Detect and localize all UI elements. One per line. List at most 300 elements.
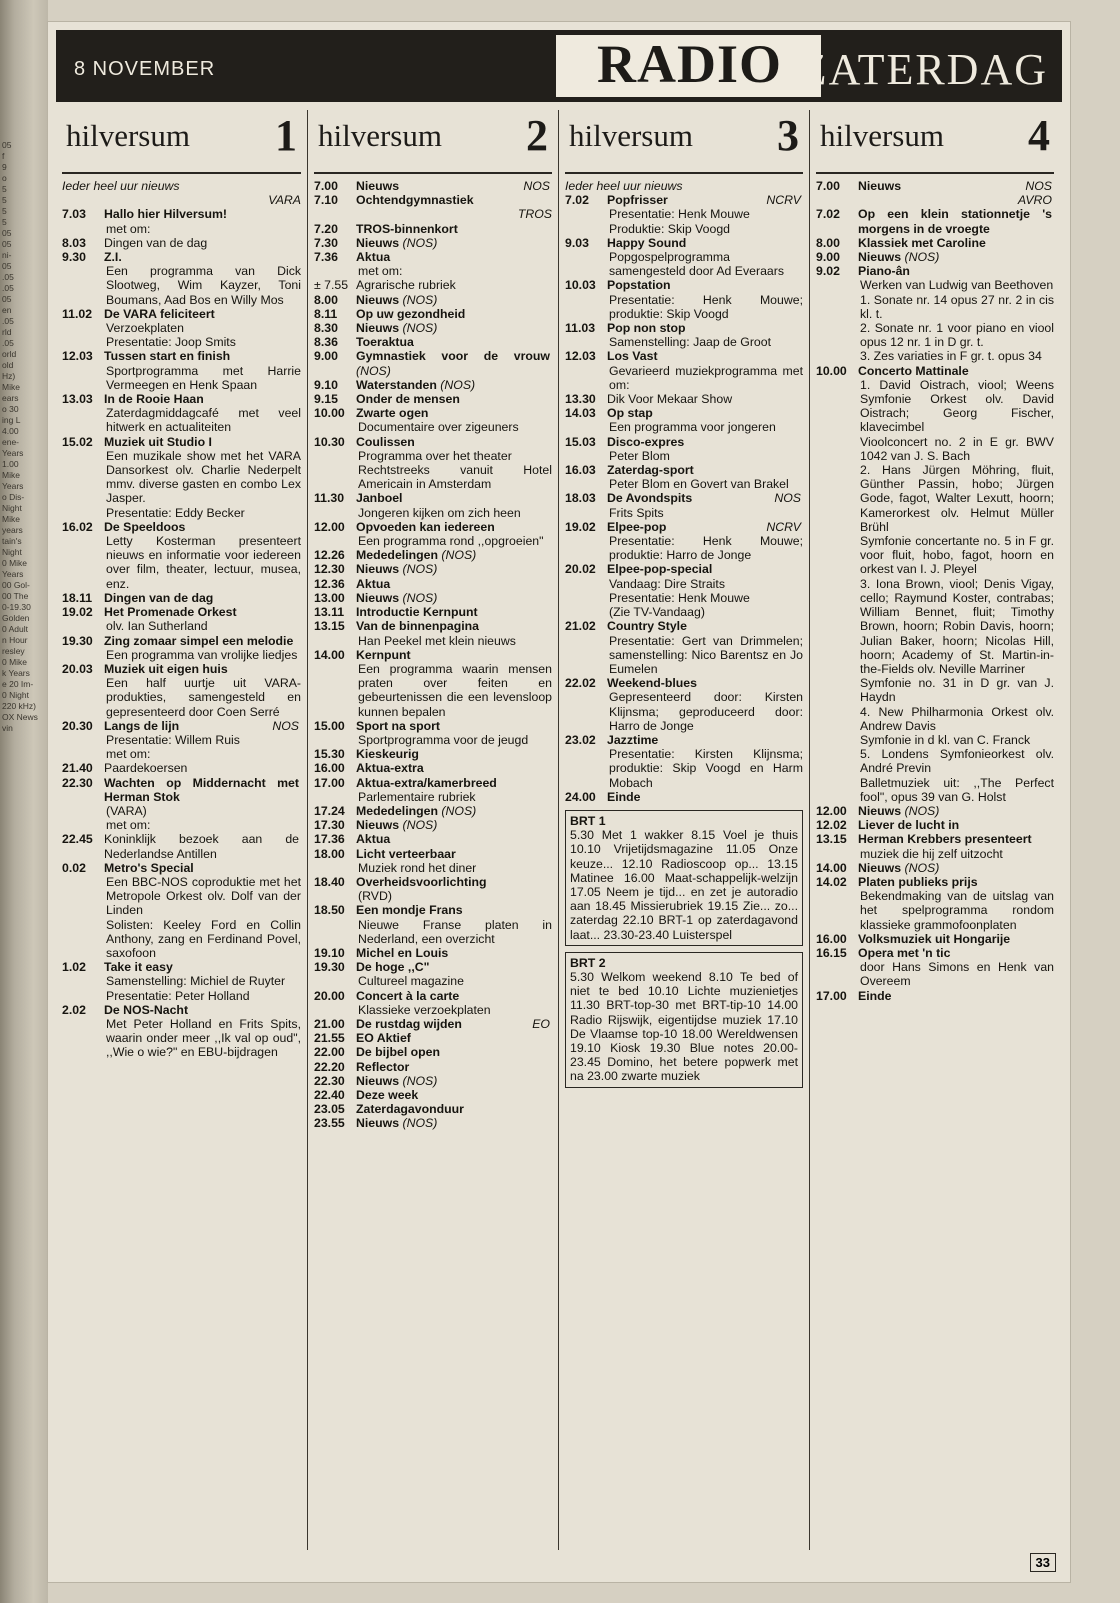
program-entry[interactable] [62,719,301,762]
program-entry[interactable] [314,349,552,377]
program-time: 19.30 [314,960,345,975]
program-name: Sport na sport [356,718,441,733]
program-entry[interactable] [565,491,803,519]
program-time: 20.30 [62,718,93,733]
program-time: 21.55 [314,1031,345,1046]
program-entry[interactable] [62,776,301,833]
program-title [858,193,1052,207]
program-entry[interactable] [314,321,552,335]
program-entry[interactable] [62,832,301,860]
program-title [356,548,550,562]
program-entry[interactable] [816,832,1054,860]
edge-column-text [0,140,44,1540]
program-entry[interactable] [816,236,1054,250]
program-time: 1.02 [62,960,86,975]
program-entry[interactable] [816,946,1054,989]
program-description: Documentaire over zigeuners [358,420,519,435]
program-title [858,236,1052,250]
program-entry[interactable] [816,818,1054,832]
brt-heading: BRT 2 [570,955,606,970]
program-source: (NOS) [399,562,438,577]
program-entry[interactable] [62,1003,301,1060]
program-time: 18.00 [314,846,345,861]
program-entry[interactable] [314,818,552,832]
program-entry[interactable] [565,278,803,321]
program-entry[interactable] [314,619,552,647]
program-title [356,804,550,818]
program-title [356,321,550,335]
program-title [356,818,550,832]
program-entry[interactable] [314,406,552,434]
program-name: Licht verteerbaar [356,846,456,861]
edge-text-line: k Years [2,668,30,678]
edge-text-line: o Dis- [2,492,25,502]
program-title [607,406,801,420]
edge-text-line: 05 [2,294,12,304]
program-title [858,946,1052,960]
program-time: 9.15 [314,392,338,407]
program-entry[interactable] [62,634,301,662]
program-time: 17.36 [314,832,345,847]
program-time: 17.24 [314,803,345,818]
program-entry[interactable] [314,491,552,519]
program-time: 15.03 [565,434,596,449]
program-description: Gepresenteerd door: Kirsten Klijnsma; geproduceerd door: Harro de Jonge [609,690,803,733]
program-description: met om: [106,221,151,236]
program-entry[interactable] [62,761,301,775]
program-entry[interactable] [62,662,301,719]
edge-text-line: 1.00 [2,459,19,469]
program-list [314,179,552,1131]
program-entry[interactable] [314,776,552,804]
program-entry[interactable] [314,1031,552,1045]
program-entry[interactable] [565,520,803,563]
program-title [858,861,1052,875]
program-description: olv. Ian Sutherland [106,619,208,634]
program-name: Onder de mensen [356,392,460,407]
program-title [104,591,299,605]
program-name: Dingen van de dag [104,590,214,605]
program-entry[interactable] [314,1102,552,1116]
program-title [607,435,801,449]
program-title [356,761,550,775]
program-name: Nieuws [356,179,400,193]
program-time: 23.55 [314,1116,345,1131]
program-description: Peter Blom [609,448,670,463]
program-time: 0.02 [62,860,86,875]
program-entry[interactable] [314,1060,552,1074]
program-entry[interactable] [314,335,552,349]
program-entry[interactable] [565,733,803,790]
program-name: Opera met 'n tic [858,945,951,960]
program-name: Dik Voor Mekaar Show [607,392,733,407]
program-name: Weekend-blues [607,676,697,691]
program-source: (NOS) [901,250,940,265]
program-time: 22.45 [62,832,93,847]
edge-text-line: 0 Night [2,690,29,700]
program-description: Letty Kosterman presenteert nieuws en informatie voor iedereen over film, theater, lectuur, musea, enz. [106,534,301,591]
program-name: Michel en Louis [356,945,449,960]
program-title [356,832,550,846]
program-title [356,619,550,633]
program-title [858,932,1052,946]
program-time: 15.30 [314,747,345,762]
program-name: Pop non stop [607,321,686,336]
program-name: Langs de lijn [104,718,180,733]
program-description: Gevarieerd muziekprogramma met om: [609,363,803,392]
program-title [104,307,299,321]
program-entry[interactable] [314,193,552,221]
program-time: 7.03 [62,207,86,222]
program-entry[interactable] [565,790,803,804]
program-time: 17.00 [314,775,345,790]
program-time: 15.02 [62,434,93,449]
program-description: Klassieke verzoekplaten [358,1002,491,1017]
program-name: Concerto Mattinale [858,363,969,378]
program-name: Country Style [607,619,687,634]
program-entry[interactable] [314,804,552,818]
program-entry[interactable] [314,392,552,406]
program-time: 8.03 [62,235,86,250]
program-name: Platen publieks prijs [858,874,978,889]
program-entry[interactable] [816,932,1054,946]
edge-text-line: 0 Mike [2,558,28,568]
program-description: Presentatie: Willem Ruis [106,732,240,747]
program-name: Elpee-pop [607,519,667,534]
edge-text-line: resley [2,646,25,656]
program-entry[interactable] [314,222,552,236]
program-title [104,861,299,875]
program-title [607,520,801,534]
program-time: 17.30 [314,818,345,833]
station-name: hilversum [569,118,693,153]
program-description: Peter Blom en Govert van Brakel [609,477,789,492]
program-name: Nieuws [356,235,400,250]
program-description: 3. Iona Brown, viool; Denis Vigay, cello; Raymund Koster, contrabas; William Bennet, fluit; Timothy Brown, hoorn; Robin Davis, hoorn; Julian Baker, hoorn; Nicolas Hill, hoorn; Academy of St. Martin-in-the-Fields olv. Neville Marriner [860,576,1054,676]
program-entry[interactable] [816,207,1054,235]
program-entry[interactable] [314,548,552,562]
program-title [607,278,801,292]
program-name: De bijbel open [356,1045,441,1060]
page-number: 33 [1030,1553,1056,1572]
station-number: 3 [777,111,799,160]
program-entry[interactable] [314,747,552,761]
program-name: Op uw gezondheid [356,306,466,321]
program-description: Een programma van Dick Slootweg, Wim Kayzer, Toni Boumans, Aad Bos en Willy Mos [106,264,301,307]
program-name: EO Aktief [356,1031,411,1046]
program-entry[interactable] [314,832,552,846]
program-time: 21.02 [565,619,596,634]
station-number: 2 [526,111,548,160]
program-entry[interactable] [62,435,301,520]
program-entry[interactable] [565,619,803,676]
program-title [356,392,550,406]
program-entry[interactable] [816,989,1054,1003]
program-entry[interactable] [62,349,301,392]
program-name: Piano-ân [858,264,910,279]
program-entry[interactable] [314,577,552,591]
program-name: Deze week [356,1088,419,1102]
program-entry[interactable] [62,605,301,633]
program-entry[interactable] [62,960,301,1003]
program-entry[interactable] [314,378,552,392]
program-title [356,605,550,619]
program-entry[interactable] [314,307,552,321]
program-list [62,179,301,1060]
program-entry[interactable] [314,1074,552,1088]
program-entry[interactable] [314,278,552,292]
program-name: Einde [858,988,892,1003]
program-title [858,804,1052,818]
program-time: 19.30 [62,633,93,648]
program-entry[interactable] [816,364,1054,804]
program-entry[interactable] [62,207,301,235]
program-name: Van de binnenpagina [356,619,479,634]
program-entry[interactable] [62,392,301,435]
program-name: De Avondspits [607,491,693,506]
program-time: 22.30 [314,1073,345,1088]
program-name: Concert à la carte [356,988,460,1003]
program-description: Presentatie: Peter Holland [106,988,250,1003]
program-entry[interactable] [62,236,301,250]
program-time: 21.40 [62,761,93,776]
edge-text-line: ing L [2,415,21,425]
program-name: Liever de lucht in [858,818,960,833]
program-description: Een programma rond ,,opgroeien" [358,534,544,549]
program-description: Vandaag: Dire Straits [609,576,725,591]
program-entry[interactable] [565,562,803,619]
program-title [607,491,801,505]
program-entry[interactable] [314,960,552,988]
program-entry[interactable] [62,307,301,350]
program-entry[interactable] [62,520,301,591]
program-name: Zing zomaar simpel een melodie [104,633,294,648]
program-entry[interactable] [314,605,552,619]
program-title [356,520,550,534]
program-entry[interactable] [314,875,552,903]
program-title [607,733,801,747]
program-description: Parlementaire rubriek [358,789,476,804]
program-time: 22.00 [314,1045,345,1060]
program-title [858,207,1052,235]
program-description: Sportprogramma met Harrie Vermeegen en Henk Spaan [106,363,301,392]
network-label: TROS [517,207,552,222]
station-number: 4 [1028,111,1050,160]
program-description: Rechtstreeks vanuit Hotel Americain in Amsterdam [358,463,552,492]
program-entry[interactable] [816,875,1054,932]
edge-text-line: 05 [2,228,12,238]
program-title [356,349,550,377]
program-time: 22.02 [565,676,596,691]
edge-text-line: Mike [2,382,20,392]
program-time: 11.30 [314,491,345,506]
program-entry[interactable] [565,236,803,279]
program-name: Reflector [356,1059,410,1074]
program-name: Aktua [356,250,391,265]
program-entry[interactable] [314,293,552,307]
program-entry[interactable] [565,392,803,406]
program-title [356,193,550,207]
program-name: Koninklijk bezoek aan de Nederlandse Antillen [104,832,299,861]
program-time: 17.00 [816,988,847,1003]
program-description: Een programma voor jongeren [609,420,776,435]
program-title [104,392,299,406]
program-description: Een half uurtje uit VARA-produkties, samengesteld en gepresenteerd door Coen Serré [106,676,301,719]
program-entry[interactable] [816,250,1054,264]
program-title [104,634,299,648]
program-list [816,179,1054,1003]
program-name: TROS-binnenkort [356,221,458,236]
program-entry[interactable] [314,648,552,719]
program-description: Een programma waarin mensen praten over feiten en gebeurtenissen die een levensloop kunnen bepalen [358,661,552,719]
program-entry[interactable] [314,847,552,875]
program-entry[interactable] [565,349,803,392]
program-description: (VARA) [106,803,147,818]
program-name: Los Vast [607,349,658,364]
program-time: 19.10 [314,945,345,960]
program-time: 13.30 [565,392,596,407]
program-title [104,236,299,250]
program-name: Wachten op Middernacht met Herman Stok [104,775,299,804]
program-entry[interactable] [565,435,803,463]
program-entry[interactable] [314,989,552,1017]
program-time: 8.30 [314,321,338,336]
program-entry[interactable] [62,250,301,307]
header-date: 8 NOVEMBER [74,58,216,80]
program-entry[interactable] [314,946,552,960]
program-title [104,605,299,619]
program-name: Toeraktua [356,335,414,350]
program-name: Mededelingen [356,803,438,818]
program-description: 1. Sonate nr. 14 opus 27 nr. 2 in cis kl. t. [860,292,1054,321]
program-name: Tussen start en finish [104,349,231,364]
program-entry[interactable] [565,676,803,733]
program-description: Presentatie: Gert van Drimmelen; samenstelling: Nico Barentsz en Jo Eumelen [609,633,803,676]
program-entry[interactable] [62,591,301,605]
program-entry[interactable] [816,264,1054,363]
program-description: 1. David Oistrach, viool; Weens Symfonie Orkest olv. David Oistrach; Georg Fischer, klavecimbel [860,377,1054,435]
edge-text-line: f [2,151,5,161]
program-description: 2. Sonate nr. 1 voor piano en viool opus 12 nr. 1 in D gr. t. [860,321,1054,350]
program-description: Balletmuziek uit: ,,The Perfect fool", opus 39 van G. Holst [860,775,1054,804]
program-name: Nieuws [356,818,400,833]
program-entry[interactable] [314,250,552,278]
edge-text-line: 00 The [2,591,29,601]
program-description: Muziek rond het diner [358,860,477,875]
station-name: hilversum [318,118,442,153]
program-entry[interactable] [816,861,1054,875]
program-name: Happy Sound [607,235,687,250]
program-time: 18.40 [314,874,345,889]
program-entry[interactable] [314,1116,552,1130]
program-entry[interactable] [62,861,301,960]
program-entry[interactable] [565,463,803,491]
edge-text-line: ene- [2,437,20,447]
station-column-3 [558,110,809,1550]
program-entry[interactable] [314,1017,552,1031]
program-time: 19.02 [62,605,93,620]
program-entry[interactable] [314,179,552,193]
program-name: Aktua [356,832,391,847]
edge-text-line: .05 [2,283,14,293]
program-name: Het Promenade Orkest [104,605,237,620]
program-source: (NOS) [399,321,438,336]
program-name: In de Rooie Haan [104,392,204,407]
program-entry[interactable] [314,591,552,605]
program-name: De NOS-Nacht [104,1002,189,1017]
program-entry[interactable] [816,804,1054,818]
program-entry[interactable] [565,406,803,434]
program-description: Presentatie: Henk Mouwe [609,590,750,605]
program-time: 7.10 [314,193,338,208]
program-entry[interactable] [314,761,552,775]
program-name: Introductie Kernpunt [356,605,478,620]
program-time: 16.15 [816,945,847,960]
program-time: 13.15 [816,832,847,847]
station-header [816,110,1054,174]
program-title [356,719,550,733]
program-name: De Speeldoos [104,519,186,534]
program-name: Take it easy [104,960,173,975]
program-entry[interactable] [565,321,803,349]
program-description: 2. Hans Jürgen Möhring, fluit, Günther Passin, hobo; Jürgen Gode, fagot, Walter Lexutt, hoorn; Kamerorkest olv. Helmut Müller Brühl [860,463,1054,534]
program-entry[interactable] [314,236,552,250]
program-entry[interactable] [565,193,803,236]
program-time: 10.00 [816,363,847,378]
program-description: 5. Londens Symfonieorkest olv. André Previn [860,747,1054,776]
program-name: Agrarische rubriek [356,278,456,293]
edge-text-line: Years [2,569,24,579]
edge-text-line: rld [2,327,12,337]
program-entry[interactable] [314,719,552,747]
edge-text-line: vin [2,723,13,733]
edge-text-line: OX News [2,712,38,722]
program-description: Han Peekel met klein nieuws [358,633,516,648]
program-name: Zaterdag-sport [607,463,694,478]
program-entry[interactable] [314,903,552,946]
program-name: Hallo hier Hilversum! [104,207,228,222]
program-title [356,946,550,960]
program-title [104,435,299,449]
station-header [62,110,301,174]
station-column-1 [56,110,307,1550]
program-time: 7.00 [816,179,840,193]
program-entry[interactable] [314,520,552,548]
program-entry[interactable] [314,1088,552,1102]
program-title [104,761,299,775]
program-description: Presentatie: Henk Mouwe [609,207,750,222]
program-name: Overheidsvoorlichting [356,874,487,889]
program-source: (NOS) [901,803,940,818]
program-description: 3. Zes variaties in F gr. t. opus 34 [860,349,1042,364]
program-title [356,179,550,193]
program-time: 22.30 [62,775,93,790]
program-time: 14.00 [816,860,847,875]
program-entry[interactable] [314,435,552,492]
program-description: met om: [358,264,403,279]
program-entry[interactable] [314,562,552,576]
program-entry[interactable] [314,1045,552,1059]
program-entry[interactable] [816,193,1054,207]
program-description: Solisten: Keeley Ford en Collin Anthony, zang en Ferdinand Povel, saxofoon [106,917,301,960]
program-time: 23.05 [314,1102,345,1117]
program-entry[interactable] [816,179,1054,193]
program-description: Een muzikale show met het VARA Dansorkest olv. Charlie Nederpelt mmv. diverse gasten en combo Lex Jasper. [106,448,301,506]
program-time: 13.11 [314,605,345,620]
station-header [314,110,552,174]
program-time: 8.11 [314,306,338,321]
program-time: 11.03 [565,321,596,336]
